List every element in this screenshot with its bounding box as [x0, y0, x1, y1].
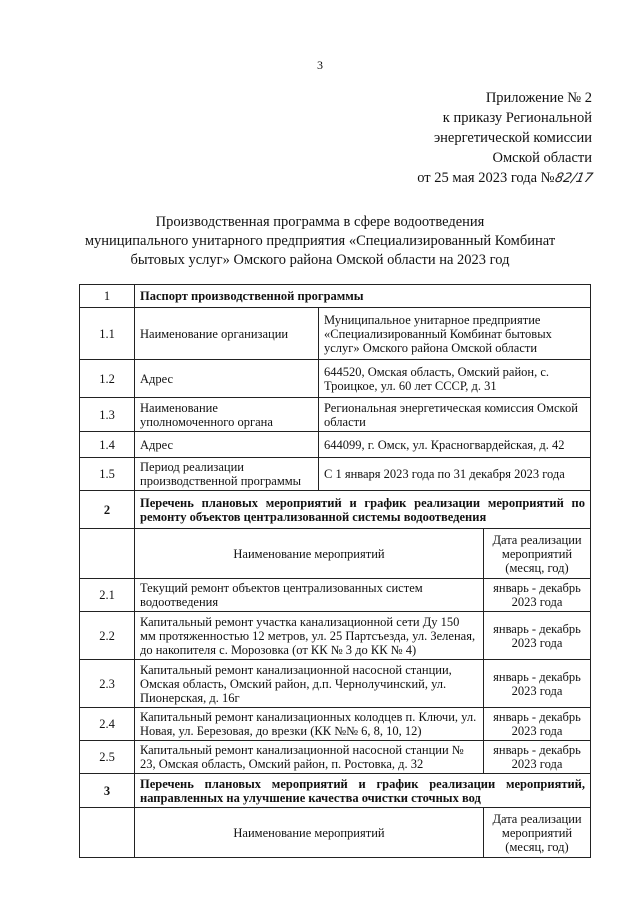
- row-activity: Капитальный ремонт канализационной насосной станции, Омская область, Омский район, д.п. Чернолучинский, ул. Пионерская, д. 16г: [135, 660, 484, 708]
- row-activity: Текущий ремонт объектов централизованных систем водоотведения: [135, 579, 484, 612]
- row-number: 2.5: [80, 741, 135, 774]
- row-date: январь - декабрь 2023 года: [484, 708, 591, 741]
- section-2-column-header: [80, 529, 591, 579]
- row-activity: Капитальный ремонт канализационной насосной станции № 23, Омская область, Омский район, п. Ростовка, д. 32: [135, 741, 484, 774]
- appendix-line-4: Омской области: [492, 150, 592, 166]
- table-row: [80, 708, 591, 741]
- title-line-2: муниципального унитарного предприятия «Специализированный Комбинат: [84, 233, 556, 249]
- row-number: 1.3: [80, 398, 135, 432]
- section-2-title: Перечень плановых мероприятий и график реализации мероприятий по ремонту объектов централизованной системы водоотведения: [135, 491, 591, 529]
- row-date: январь - декабрь 2023 года: [484, 612, 591, 660]
- order-number-handwritten: 82/17: [553, 171, 594, 186]
- section-3-number: 3: [80, 774, 135, 808]
- row-number: 2.1: [80, 579, 135, 612]
- table-row: [80, 458, 591, 491]
- empty-cell: [80, 529, 135, 579]
- row-number: 2.2: [80, 612, 135, 660]
- row-date: январь - декабрь 2023 года: [484, 741, 591, 774]
- row-activity: Капитальный ремонт канализационных колодцев п. Ключи, ул. Новая, ул. Березовая, до врезки (КК №№ 6, 8, 10, 12): [135, 708, 484, 741]
- row-value: С 1 января 2023 года по 31 декабря 2023 года: [319, 458, 591, 491]
- row-number: 2.3: [80, 660, 135, 708]
- row-value: 644099, г. Омск, ул. Красногвардейская, д. 42: [319, 432, 591, 458]
- section-3-column-header: [80, 808, 591, 858]
- appendix-line-1: Приложение № 2: [485, 90, 592, 106]
- table-row: [80, 660, 591, 708]
- column-date-header: Дата реализации мероприятий (месяц, год): [484, 808, 591, 858]
- row-value: Муниципальное унитарное предприятие «Специализированный Комбинат бытовых услуг» Омского района Омской области: [319, 308, 591, 360]
- row-number: 1.5: [80, 458, 135, 491]
- row-activity: Капитальный ремонт участка канализационной сети Ду 150 мм протяженностью 12 метров, ул. 25 Партсъезда, ул. Зеленая, до накопителя с. Морозовка (от КК № 3 до КК № 4): [135, 612, 484, 660]
- table-row: [80, 308, 591, 360]
- column-name-header: Наименование мероприятий: [135, 808, 484, 858]
- row-number: 1.4: [80, 432, 135, 458]
- table-row: [80, 579, 591, 612]
- section-3-header: [80, 774, 591, 808]
- title-line-1: Производственная программа в сфере водоотведения: [155, 214, 485, 230]
- row-date: январь - декабрь 2023 года: [484, 660, 591, 708]
- row-value: Региональная энергетическая комиссия Омской области: [319, 398, 591, 432]
- empty-cell: [80, 808, 135, 858]
- section-3-title: Перечень плановых мероприятий и график реализации мероприятий, направленных на улучшение качества очистки сточных вод: [135, 774, 591, 808]
- row-number: 1.1: [80, 308, 135, 360]
- table-row: [80, 360, 591, 398]
- section-1-title: Паспорт производственной программы: [135, 285, 591, 308]
- document-title: [0, 213, 640, 270]
- row-label: Адрес: [135, 360, 319, 398]
- table-row: [80, 398, 591, 432]
- page-number: 3: [317, 58, 323, 72]
- row-label: Адрес: [135, 432, 319, 458]
- program-table: [79, 284, 591, 858]
- row-label: Наименование уполномоченного органа: [135, 398, 319, 432]
- section-2-header: [80, 491, 591, 529]
- title-line-3: бытовых услуг» Омского района Омской области на 2023 год: [130, 252, 510, 268]
- section-2-number: 2: [80, 491, 135, 529]
- table-row: [80, 741, 591, 774]
- appendix-date: от 25 мая 2023 года №: [417, 170, 555, 186]
- row-label: Период реализации производственной программы: [135, 458, 319, 491]
- appendix-line-3: энергетической комиссии: [433, 130, 592, 146]
- table-row: [80, 612, 591, 660]
- section-1-number: 1: [80, 285, 135, 308]
- appendix-date-line: [417, 168, 592, 189]
- column-name-header: Наименование мероприятий: [135, 529, 484, 579]
- column-date-header: Дата реализации мероприятий (месяц, год): [484, 529, 591, 579]
- appendix-block: [417, 88, 592, 189]
- appendix-line-2: к приказу Региональной: [442, 110, 592, 126]
- table-row: [80, 432, 591, 458]
- row-label: Наименование организации: [135, 308, 319, 360]
- row-number: 1.2: [80, 360, 135, 398]
- section-1-header: [80, 285, 591, 308]
- row-number: 2.4: [80, 708, 135, 741]
- row-date: январь - декабрь 2023 года: [484, 579, 591, 612]
- row-value: 644520, Омская область, Омский район, с. Троицкое, ул. 60 лет СССР, д. 31: [319, 360, 591, 398]
